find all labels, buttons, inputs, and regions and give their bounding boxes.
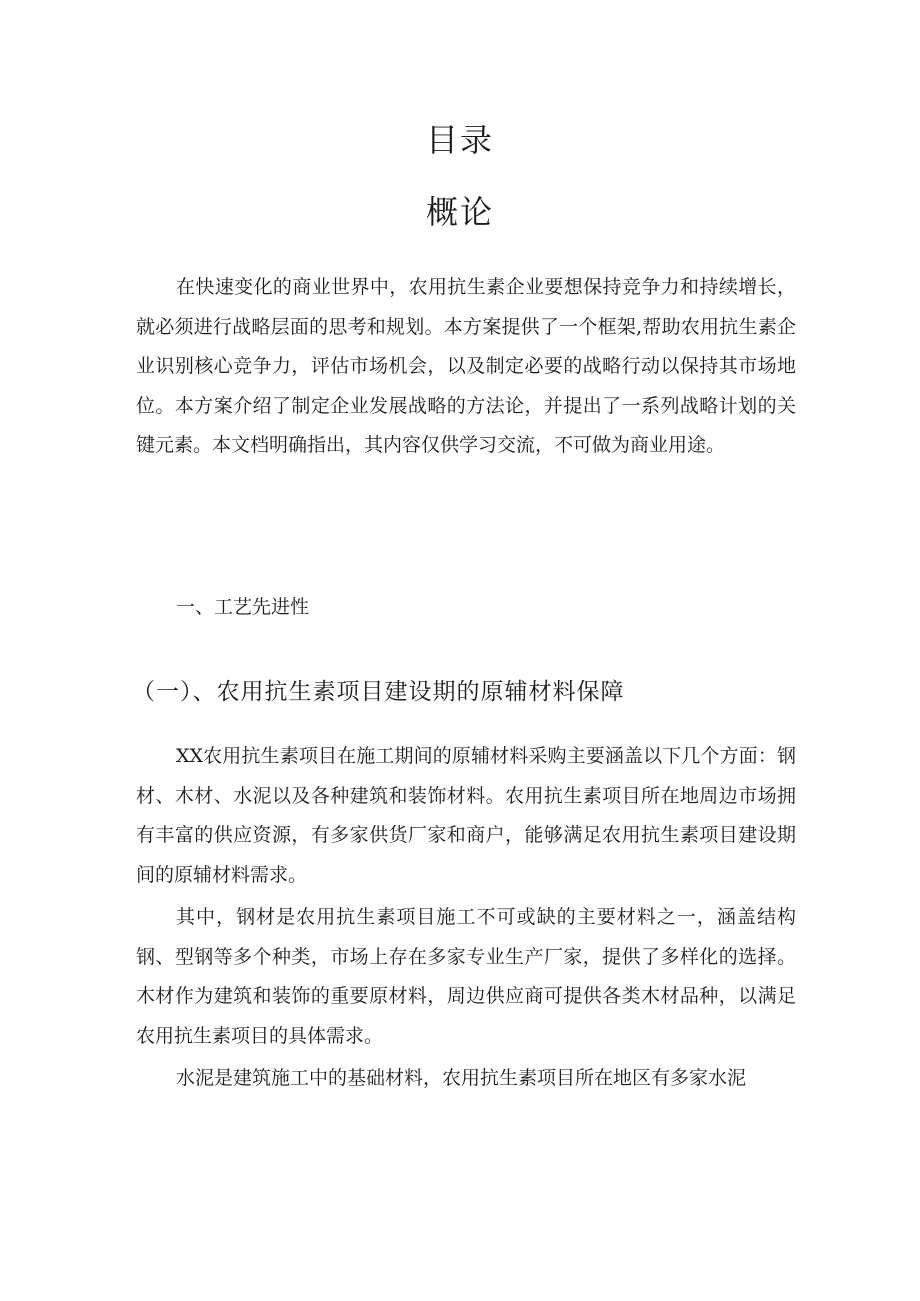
toc-title: 目录 [425, 121, 494, 159]
heading-level1: 一、工艺先进性 [176, 596, 310, 618]
intro-paragraph: 在快速变化的商业世界中，农用抗生素企业要想保持竞争力和持续增长，就必须进行战略层面的思考和规划。本方案提供了一个框架,帮助农用抗生素企业识别核心竞争力，评估市场机会，以及制定必要的战略行动以保持其市场地位。本方案介绍了制定企业发展战略的方法论，并提出了一系列战略计划的关键元素。本文档明确指出，其内容仅供学习交流，不可做为商业用途。 [136, 276, 796, 456]
heading-level2: （一）、农用抗生素项目建设期的原辅材料保障 [132, 679, 625, 705]
body-paragraph: 其中，钢材是农用抗生素项目施工不可或缺的主要材料之一，涵盖结构钢、型钢等多个种类，市场上存在多家专业生产厂家，提供了多样化的选择。木材作为建筑和装饰的重要原材料，周边供应商可提供各类木材品种，以满足农用抗生素项目的具体需求。 [136, 906, 796, 1047]
section-title: 概论 [425, 193, 494, 231]
body-paragraph: 水泥是建筑施工中的基础材料，农用抗生素项目所在地区有多家水泥 [176, 1067, 747, 1089]
body-paragraph: XX农用抗生素项目在施工期间的原辅材料采购主要涵盖以下几个方面：钢材、木材、水泥以及各种建筑和装饰材料。农用抗生素项目所在地周边市场拥有丰富的供应资源，有多家供货厂家和商户，能够满足农用抗生素项目建设期间的原辅材料需求。 [136, 745, 796, 886]
body-text [136, 737, 796, 1102]
